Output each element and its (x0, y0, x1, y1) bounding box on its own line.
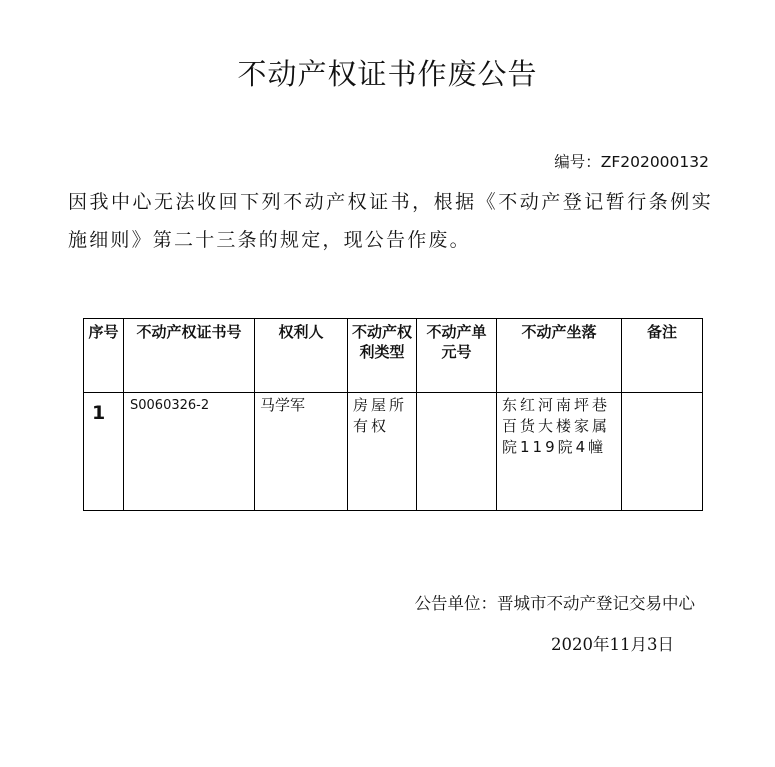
page-title: 不动产权证书作废公告 (237, 57, 538, 91)
cell-unit-no (417, 393, 497, 511)
header-location: 不动产坐落 (497, 319, 622, 393)
notice-number-value: ZF202000132 (600, 153, 709, 171)
table-header-row (84, 319, 703, 393)
cell-right-type: 房屋所有权 (348, 393, 417, 511)
notice-date: 2020年11月3日 (551, 635, 674, 654)
notice-number (554, 150, 709, 172)
header-unit-no: 不动产单元号 (417, 319, 497, 393)
cell-holder: 马学军 (255, 393, 348, 511)
header-holder: 权利人 (255, 319, 348, 393)
cell-remark (622, 393, 703, 511)
header-cert-no: 不动产权证书号 (124, 319, 255, 393)
cell-cert-no: S0060326-2 (124, 393, 255, 511)
header-right-type: 不动产权利类型 (348, 319, 417, 393)
cell-location: 东红河南坪巷百货大楼家属院119院4幢 (497, 393, 622, 511)
table-row (84, 393, 703, 511)
issuing-unit: 公告单位：晋城市不动产登记交易中心 (414, 594, 695, 613)
header-seq: 序号 (84, 319, 124, 393)
header-remark: 备注 (622, 319, 703, 393)
notice-intro: 因我中心无法收回下列不动产权证书，根据《不动产登记暂行条例实施细则》第二十三条的规定，现公告作废。 (68, 191, 713, 251)
notice-number-label: 编号： (554, 153, 601, 171)
cell-seq: 1 (84, 393, 124, 511)
certificate-table (83, 318, 703, 511)
